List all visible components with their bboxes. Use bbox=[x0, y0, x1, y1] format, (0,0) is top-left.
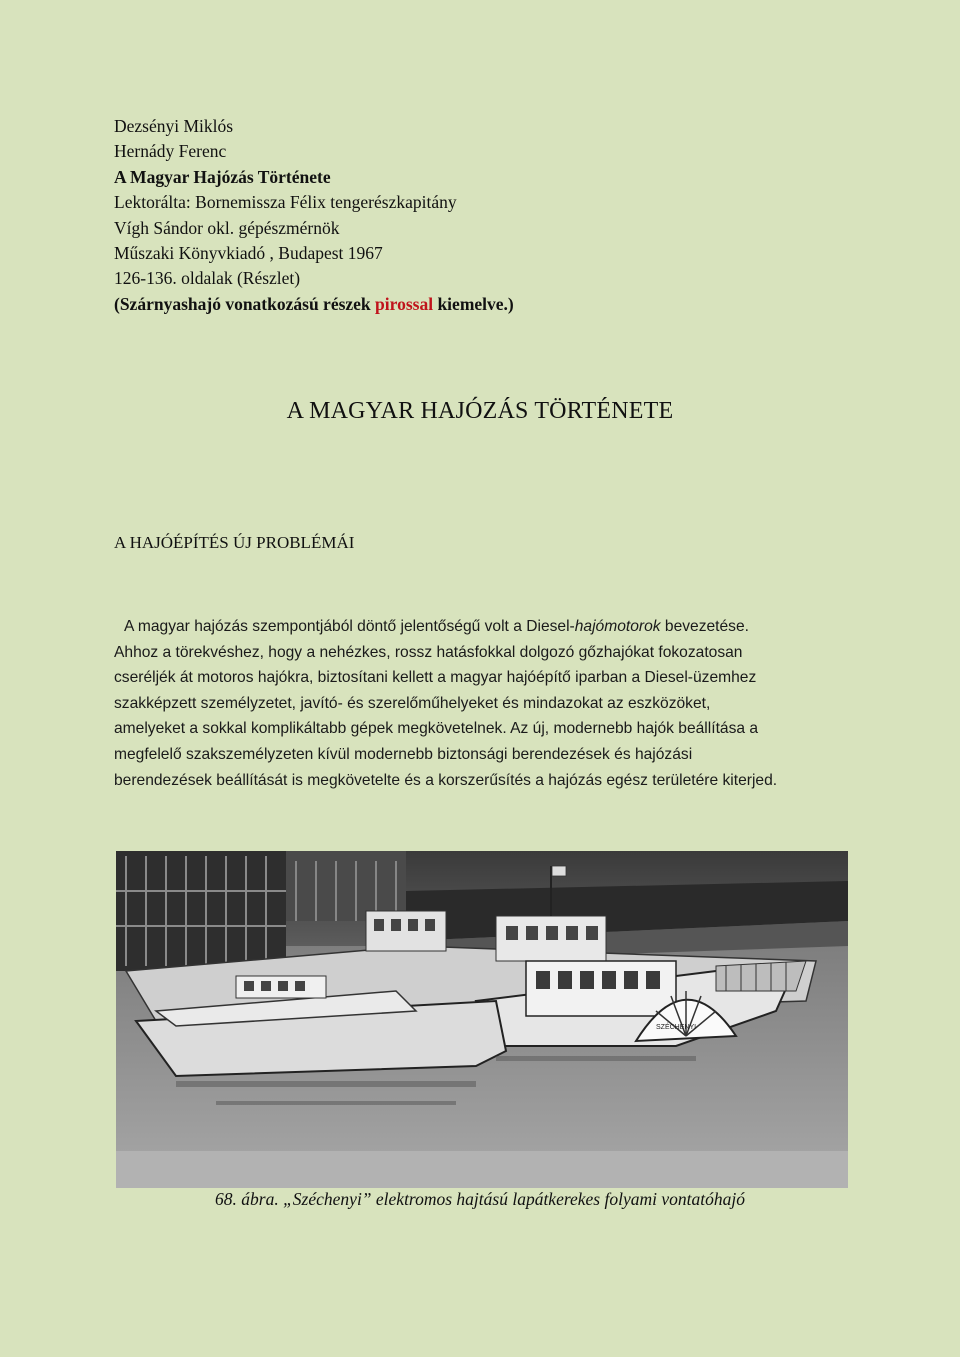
main-title: A MAGYAR HAJÓZÁS TÖRTÉNETE bbox=[286, 398, 674, 424]
para-line-3: cseréljék át motoros hajókra, biztosítani kellett a magyar hajóépítő iparban a Diesel-üzemhez bbox=[114, 669, 757, 687]
para-line-6: megfelelő szakszemélyzeten kívül modernebb biztonsági berendezések és hajózási bbox=[114, 745, 693, 763]
para-line-4: szakképzett személyzetet, javító- és szerelőműhelyeket és mindazokat az eszközöket, bbox=[114, 694, 711, 712]
author-1: Dezsényi Miklós bbox=[114, 116, 234, 136]
body-paragraph bbox=[114, 614, 846, 793]
engineer: Vígh Sándor okl. gépészmérnök bbox=[114, 217, 340, 238]
bibliographic-info bbox=[114, 114, 514, 317]
para-line-2: Ahhoz a törekvéshez, hogy a nehézkes, rossz hatásfokkal dolgozó gőzhajókat fokozatosan bbox=[114, 643, 743, 661]
para-line-5: amelyeket a sokkal komplikáltabb gépek megkövetelnek. Az új, modernebb hajók beállítása a bbox=[114, 720, 759, 738]
para-italic-term: hajómotorok bbox=[574, 618, 661, 635]
page-range: 126-136. oldalak (Részlet) bbox=[114, 268, 301, 289]
author-2: Hernády Ferenc bbox=[114, 141, 227, 162]
note-text-1: (Szárnyashajó vonatkozású részek bbox=[114, 293, 376, 314]
para-line-7: berendezések beállítását is megkövetelte és a korszerűsítés a hajózás egész területére kiterjed. bbox=[114, 771, 778, 789]
book-title: A Magyar Hajózás Története bbox=[114, 166, 331, 187]
ship-name-label: SZÉCHENYI bbox=[656, 1024, 697, 1031]
reviewer: Lektorálta: Bornemissza Félix tengerészkapitány bbox=[114, 192, 457, 213]
para-line-1 bbox=[114, 614, 846, 640]
figure-caption: 68. ábra. „Széchenyi” elektromos hajtású lapátkerekes folyami vontatóhajó bbox=[215, 1189, 745, 1209]
ship-photograph bbox=[116, 851, 848, 1188]
note-text-2: kiemelve.) bbox=[433, 293, 514, 314]
para-text: bevezetése. bbox=[660, 618, 749, 635]
section-title: A HAJÓÉPÍTÉS ÚJ PROBLÉMÁI bbox=[114, 533, 355, 552]
highlight-note bbox=[114, 292, 514, 317]
publisher: Műszaki Könyvkiadó , Budapest 1967 bbox=[114, 243, 383, 264]
note-red-text: pirossal bbox=[375, 293, 434, 314]
ship-illustration bbox=[116, 851, 848, 1188]
para-text: A magyar hajózás szempontjából döntő jelentőségű volt a Diesel- bbox=[124, 618, 575, 635]
